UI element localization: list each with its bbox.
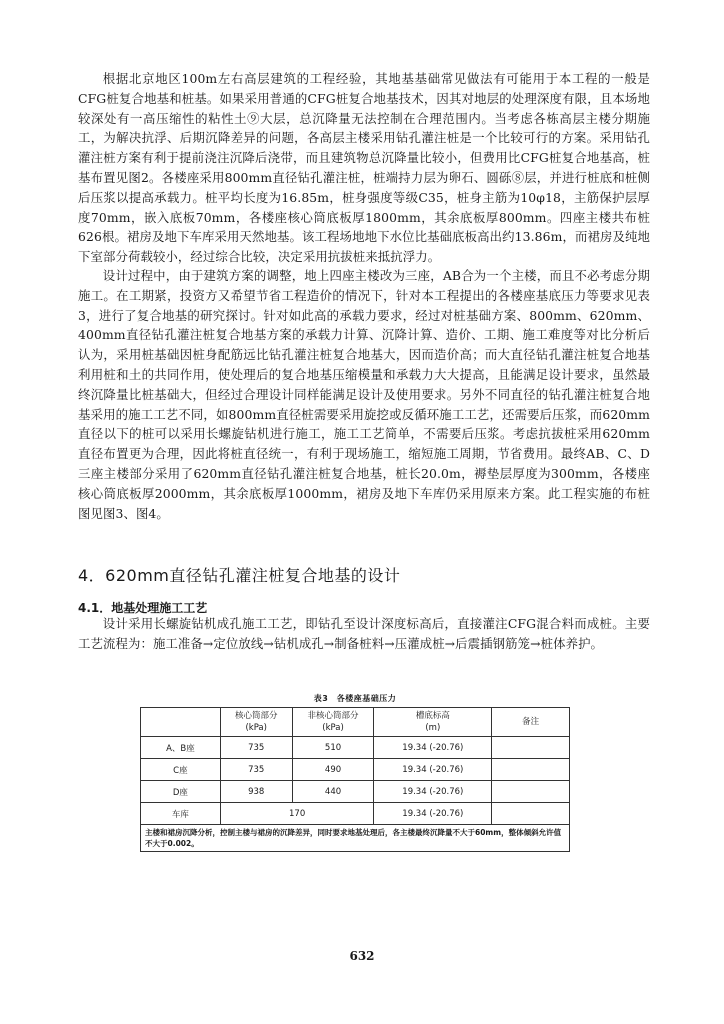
header-cell: 核心筒部分 (kPa) (220, 708, 292, 737)
table-note-row (141, 825, 570, 852)
remark-cell (492, 737, 570, 759)
data-table (140, 707, 570, 852)
table-row (141, 737, 570, 759)
remark-cell (492, 781, 570, 803)
building-cell: A、B座 (141, 737, 221, 759)
table-note: 主楼和裙房沉降分析，控制主楼与裙房的沉降差异，同时要求地基处理后，各主楼最终沉降量不大于60mm，整体倾斜允许值不大于0.002。 (141, 825, 570, 852)
elevation-cell: 19.34 (-20.76) (374, 781, 492, 803)
remark-cell (492, 759, 570, 781)
body-paragraph-3: 设计采用长螺旋钻机成孔施工工艺，即钻孔至设计深度标高后，直接灌注CFG混合料而成桩。主要工艺流程为：施工准备→定位放线→钻机成孔→制备桩料→压灌成桩→后震插钢筋笼→桩体养护。 (78, 616, 650, 651)
header-cell: 非核心筒部分 (kPa) (292, 708, 374, 737)
table-row (141, 759, 570, 781)
core-pressure-cell: 735 (220, 759, 292, 781)
body-paragraph-1: 根据北京地区100m左右高层建筑的工程经验，其地基基础常见做法有可能用于本工程的一般是CFG桩复合地基和桩基。如果采用普通的CFG桩复合地基技术，因其对地层的处理深度有限，且本场地较深处有一高压缩性的粘性土⑨大层，总沉降量无法控制在合理范围内。当考虑各栋高层主楼分期施工，为解决抗浮、后期沉降差异的问题，各高层主楼采用钻孔灌注桩是一个比较可行的方案。采用钻孔灌注桩方案有利于提前浇注沉降后浇带，而且建筑物总沉降量比较小，但费用比CFG桩复合地基高，桩基布置见图2。各楼座采用800mm直径钻孔灌注桩，桩端持力层为卵石、圆砾⑧层，并进行桩底和桩侧后压浆以提高承载力。桩平均长度为16.85m，桩身强度等级C35，桩身主筋为10φ18，主筋保护层厚度70mm，嵌入底板70mm，各楼座核心筒底板厚1800mm，其余底板厚800mm。四座主楼共布桩626根。裙房及地下车库采用天然地基。该工程场地地下水位比基础底板高出约13.86m，而裙房及纯地下室部分荷载较小，经过综合比较，决定采用抗拔桩来抵抗浮力。 (78, 71, 650, 265)
page-number: 632 (349, 949, 375, 963)
core-pressure-cell: 735 (220, 737, 292, 759)
noncore-pressure-cell: 490 (292, 759, 374, 781)
body-paragraph-2: 设计过程中，由于建筑方案的调整，地上四座主楼改为三座，AB合为一个主楼，而且不必考虑分期施工。在工期紧，投资方又希望节省工程造价的情况下，针对本工程提出的各楼座基底压力等要求见表3，进行了复合地基的研究探讨。针对如此高的承载力要求，经过对桩基础方案、800mm、620mm、400mm直径钻孔灌注桩复合地基方案的承载力计算、沉降计算、造价、工期、施工难度等对比分析后认为，采用桩基础因桩身配筋远比钻孔灌注桩复合地基大，因而造价高；而大直径钻孔灌注桩复合地基利用桩和土的共同作用，使处理后的复合地基压缩模量和承载力大大提高，且能满足设计要求，虽然最终沉降量比桩基础大，但经过合理设计同样能满足设计及使用要求。另外不同直径的钻孔灌注桩复合地基采用的施工工艺不同，如800mm直径桩需要采用旋挖或反循环施工工艺，还需要后压浆，而620mm直径以下的桩可以采用长螺旋钻机进行施工，施工工艺简单，不需要后压浆。考虑抗拔桩采用620mm直径布置更为合理，因此将桩直径统一，有利于现场施工，缩短施工周期，节省费用。最终AB、C、D三座主楼部分采用了620mm直径钻孔灌注桩复合地基，桩长20.0m，褥垫层厚度为300mm，各楼座核心筒底板厚2000mm，其余底板厚1000mm，裙房及地下车库仍采用原来方案。此工程实施的布桩图见图3、图4。 (78, 268, 650, 521)
noncore-pressure-cell: 440 (292, 781, 374, 803)
section-heading: 4．620mm直径钻孔灌注桩复合地基的设计 (78, 566, 401, 585)
foundation-pressure-table (140, 693, 570, 852)
header-cell: 槽底标高 (m) (374, 708, 492, 737)
elevation-cell: 19.34 (-20.76) (374, 759, 492, 781)
core-pressure-cell: 938 (220, 781, 292, 803)
remark-cell (492, 803, 570, 825)
building-cell: D座 (141, 781, 221, 803)
subsection-heading: 4.1．地基处理施工工艺 (78, 601, 208, 615)
building-cell: C座 (141, 759, 221, 781)
table-header-row (141, 708, 570, 737)
table-row (141, 803, 570, 825)
garage-pressure-cell: 170 (220, 803, 374, 825)
table-row (141, 781, 570, 803)
elevation-cell: 19.34 (-20.76) (374, 803, 492, 825)
noncore-pressure-cell: 510 (292, 737, 374, 759)
header-cell (141, 708, 221, 737)
building-cell: 车库 (141, 803, 221, 825)
header-cell: 备注 (492, 708, 570, 737)
elevation-cell: 19.34 (-20.76) (374, 737, 492, 759)
table-caption: 表3 各楼座基础压力 (313, 694, 397, 703)
